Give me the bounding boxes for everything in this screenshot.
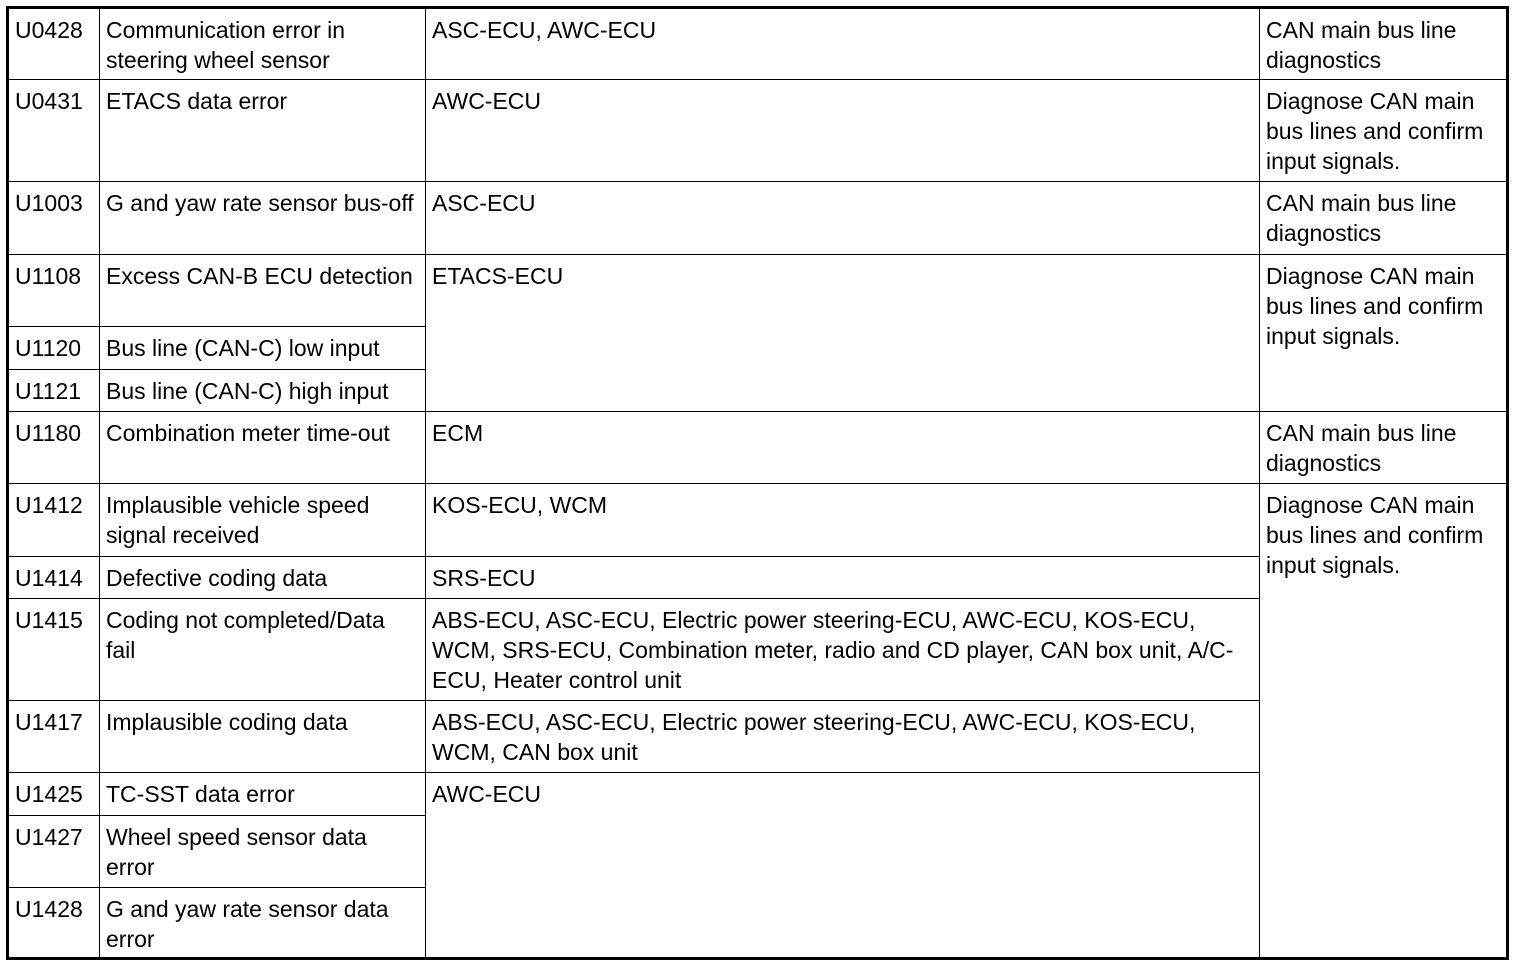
- dtc-description: TC-SST data error: [100, 773, 426, 816]
- dtc-code: U0428: [8, 8, 100, 80]
- dtc-description: ETACS data error: [100, 80, 426, 182]
- dtc-code: U1415: [8, 599, 100, 701]
- dtc-ecu: ECM: [426, 412, 1260, 484]
- table-row: [8, 412, 1508, 484]
- dtc-action: CAN main bus line diagnostics: [1260, 182, 1508, 255]
- dtc-description: Communication error in steering wheel sensor: [100, 8, 426, 80]
- dtc-description: Implausible vehicle speed signal received: [100, 484, 426, 557]
- dtc-description: Bus line (CAN-C) high input: [100, 370, 426, 412]
- dtc-code: U1180: [8, 412, 100, 484]
- dtc-code: U1414: [8, 557, 100, 599]
- dtc-code: U1425: [8, 773, 100, 816]
- dtc-description: Implausible coding data: [100, 701, 426, 773]
- dtc-description: Combination meter time-out: [100, 412, 426, 484]
- dtc-code: U1108: [8, 255, 100, 327]
- dtc-code: U1417: [8, 701, 100, 773]
- dtc-description: Defective coding data: [100, 557, 426, 599]
- table-row: [8, 80, 1508, 182]
- dtc-ecu: ETACS-ECU: [426, 255, 1260, 412]
- dtc-action: Diagnose CAN main bus lines and confirm input signals.: [1260, 484, 1508, 959]
- dtc-ecu: ASC-ECU: [426, 182, 1260, 255]
- table-row: [8, 255, 1508, 327]
- dtc-description: Wheel speed sensor data error: [100, 816, 426, 888]
- dtc-ecu: SRS-ECU: [426, 557, 1260, 599]
- table-row: [8, 484, 1508, 557]
- dtc-code: U1427: [8, 816, 100, 888]
- dtc-ecu: ASC-ECU, AWC-ECU: [426, 8, 1260, 80]
- dtc-code: U0431: [8, 80, 100, 182]
- dtc-ecu: KOS-ECU, WCM: [426, 484, 1260, 557]
- dtc-action: CAN main bus line diagnostics: [1260, 412, 1508, 484]
- dtc-code: U1121: [8, 370, 100, 412]
- dtc-description: Excess CAN-B ECU detection: [100, 255, 426, 327]
- dtc-description: G and yaw rate sensor data error: [100, 888, 426, 959]
- dtc-code: U1003: [8, 182, 100, 255]
- table-row: [8, 8, 1508, 80]
- dtc-ecu: ABS-ECU, ASC-ECU, Electric power steering-ECU, AWC-ECU, KOS-ECU, WCM, CAN box unit: [426, 701, 1260, 773]
- dtc-action: CAN main bus line diagnostics: [1260, 8, 1508, 80]
- dtc-code: U1120: [8, 327, 100, 370]
- dtc-ecu: ABS-ECU, ASC-ECU, Electric power steering-ECU, AWC-ECU, KOS-ECU, WCM, SRS-ECU, Combination meter, radio and CD player, CAN box unit, A/C-ECU, Heater control unit: [426, 599, 1260, 701]
- dtc-ecu: AWC-ECU: [426, 80, 1260, 182]
- dtc-ecu: AWC-ECU: [426, 773, 1260, 959]
- dtc-description: Coding not completed/Data fail: [100, 599, 426, 701]
- dtc-code: U1428: [8, 888, 100, 959]
- dtc-description: G and yaw rate sensor bus-off: [100, 182, 426, 255]
- dtc-code: U1412: [8, 484, 100, 557]
- dtc-description: Bus line (CAN-C) low input: [100, 327, 426, 370]
- dtc-table: [6, 6, 1509, 960]
- table-row: [8, 182, 1508, 255]
- dtc-action: Diagnose CAN main bus lines and confirm input signals.: [1260, 255, 1508, 412]
- dtc-action: Diagnose CAN main bus lines and confirm input signals.: [1260, 80, 1508, 182]
